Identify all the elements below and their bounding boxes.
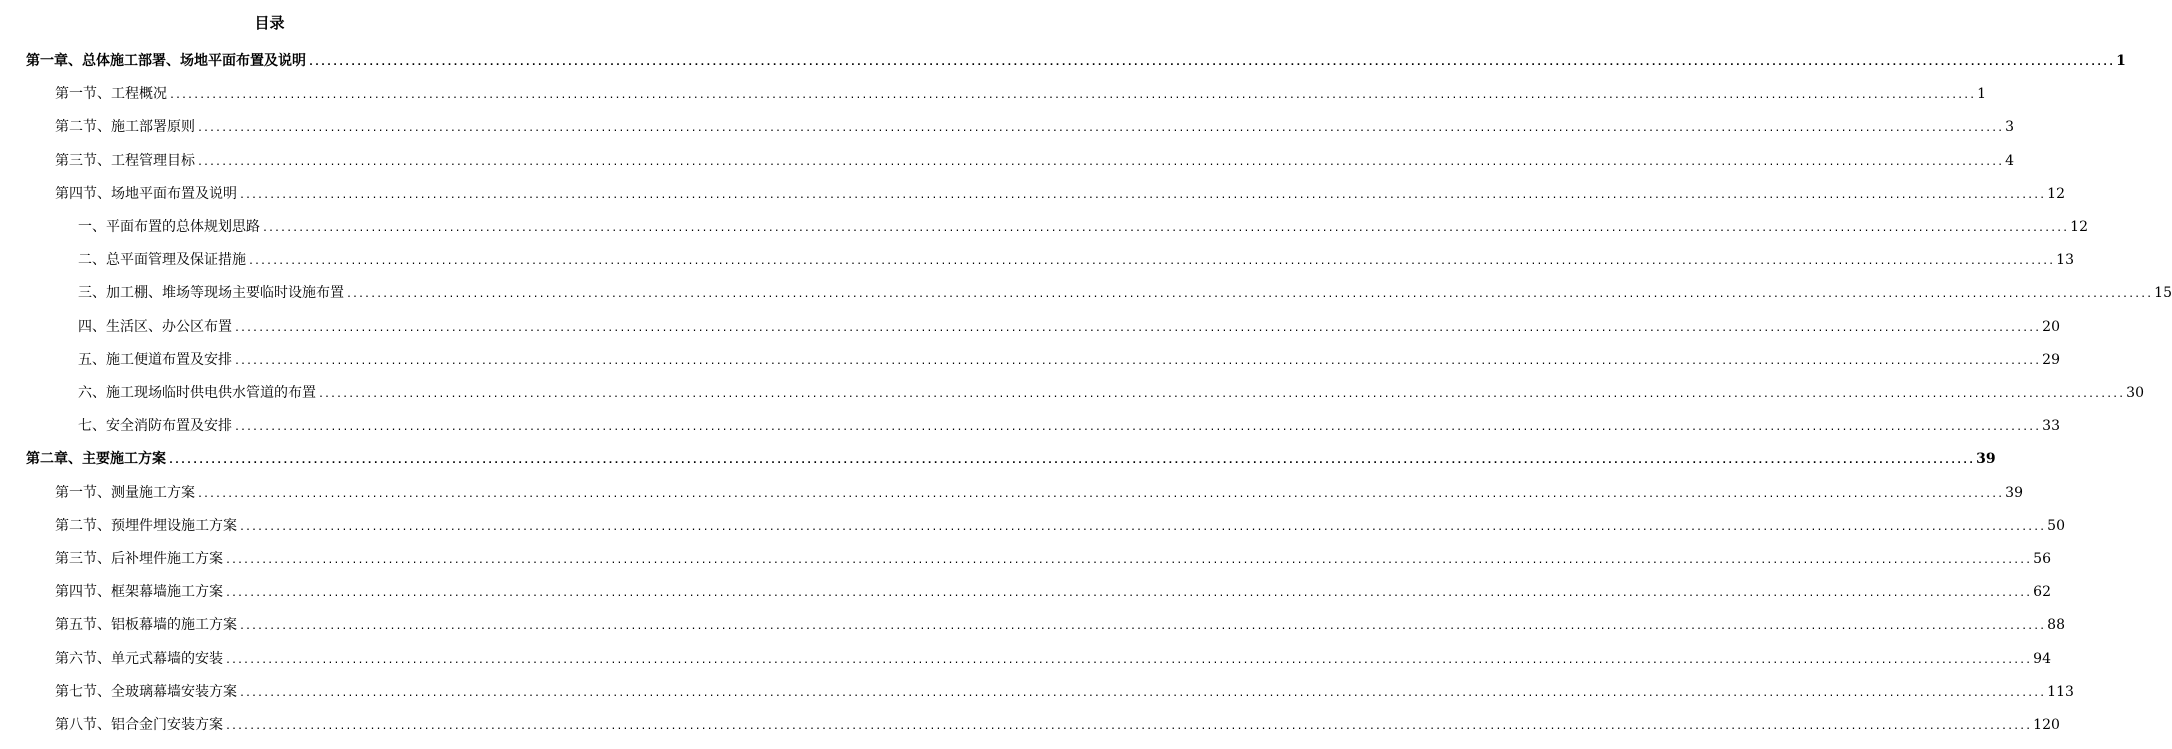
toc-entry[interactable] [78,316,2060,338]
toc-entry-page: 1 [1977,86,1987,103]
dot-leader: ............................................................................................................................................................................................................................................................................................................ [225,588,2032,600]
toc-entry-label: 第四节、框架幕墙施工方案 [55,584,223,601]
toc-entry-label: 第三节、后补埋件施工方案 [55,551,223,567]
dot-leader: ............................................................................................................................................................................................................................................................................................................ [168,455,1975,467]
toc-entry-page: 120 [2033,717,2060,733]
dot-leader: ............................................................................................................................................................................................................................................................................................................ [169,90,1976,102]
toc-entry-page: 13 [2056,252,2074,269]
toc-entry-label: 第一节、工程概况 [55,86,167,103]
toc-entry[interactable] [55,150,2015,172]
toc-entry[interactable] [55,714,2060,736]
toc-entry[interactable] [55,116,2015,138]
dot-leader: ............................................................................................................................................................................................................................................................................................................ [262,223,2069,234]
toc-entry-label: 第六节、单元式幕墙的安装 [55,650,223,667]
toc-entry-page: 39 [2005,484,2023,501]
dot-leader: ............................................................................................................................................................................................................................................................................................................ [346,289,2153,301]
toc-entry-label: 第八节、铝合金门安装方案 [55,717,223,733]
toc-entry-page: 12 [2070,219,2088,235]
toc-entry-label: 第二章、主要施工方案 [26,451,166,468]
toc-entry[interactable] [55,581,2051,603]
toc-entry-label: 六、施工现场临时供电供水管道的布置 [78,385,316,401]
toc-entry-page: 62 [2033,584,2051,601]
toc-entry-label: 三、加工棚、堆场等现场主要临时设施布置 [78,285,344,302]
toc-entry[interactable] [55,482,2023,504]
dot-leader: ............................................................................................................................................................................................................................................................................................................ [308,57,2115,68]
dot-leader: ............................................................................................................................................................................................................................................................................................................ [234,355,2041,367]
toc-entry-label: 第四节、场地平面布置及说明 [55,185,237,202]
toc-entry[interactable] [78,415,2060,437]
toc-entry-label: 四、生活区、办公区布置 [78,318,232,335]
toc-entry-page: 39 [1976,451,1996,468]
toc-entry[interactable] [26,448,1996,470]
toc-entry[interactable] [55,183,2065,205]
toc-entry[interactable] [55,614,2065,636]
toc-entry-label: 第五节、铝板幕墙的施工方案 [55,617,237,634]
toc-entry-page: 88 [2047,617,2065,634]
dot-leader: ............................................................................................................................................................................................................................................................................................................ [225,654,2032,666]
toc-entry-page: 4 [2005,152,2015,169]
toc-entry-label: 第七节、全玻璃幕墙安装方案 [55,683,237,700]
toc-entry-label: 七、安全消防布置及安排 [78,418,232,435]
toc-entry-page: 50 [2047,517,2065,534]
toc-entry-page: 56 [2033,551,2051,567]
toc-entry-page: 20 [2042,318,2060,335]
dot-leader: ............................................................................................................................................................................................................................................................................................................ [234,322,2041,334]
page-title: 目录 [254,14,285,32]
toc-entry[interactable] [78,216,2088,238]
toc-entry-page: 94 [2033,650,2051,667]
dot-leader: ............................................................................................................................................................................................................................................................................................................ [318,389,2125,400]
toc-entry[interactable] [55,648,2051,670]
toc-entry-page: 15 [2154,285,2172,302]
toc-entry-page: 12 [2047,185,2065,202]
toc-entry[interactable] [55,681,2074,703]
toc-entry-label: 第二节、预埋件埋设施工方案 [55,517,237,534]
dot-leader: ............................................................................................................................................................................................................................................................................................................ [197,156,2004,168]
toc-entry-page: 3 [2005,119,2015,136]
toc-entry-page: 29 [2042,351,2060,368]
dot-leader: ............................................................................................................................................................................................................................................................................................................ [225,721,2032,732]
dot-leader: ............................................................................................................................................................................................................................................................................................................ [239,521,2046,533]
toc-entry-label: 第三节、工程管理目标 [55,152,195,169]
toc-entry-page: 1 [2116,53,2126,69]
dot-leader: ............................................................................................................................................................................................................................................................................................................ [197,123,2004,135]
dot-leader: ............................................................................................................................................................................................................................................................................................................ [239,189,2046,201]
dot-leader: ............................................................................................................................................................................................................................................................................................................ [197,488,2004,500]
dot-leader: ............................................................................................................................................................................................................................................................................................................ [239,687,2046,699]
toc-entry-label: 五、施工便道布置及安排 [78,351,232,368]
dot-leader: ............................................................................................................................................................................................................................................................................................................ [225,555,2032,566]
toc-entry-page: 113 [2047,683,2074,700]
toc-entry[interactable] [78,349,2060,371]
toc-entry[interactable] [78,382,2144,404]
toc-entry-label: 第一节、测量施工方案 [55,484,195,501]
toc-entry[interactable] [55,548,2051,570]
toc-entry[interactable] [55,515,2065,537]
toc-entry-page: 30 [2126,385,2144,401]
toc-entry[interactable] [26,50,2126,72]
toc-entry-label: 二、总平面管理及保证措施 [78,252,246,269]
dot-leader: ............................................................................................................................................................................................................................................................................................................ [248,256,2055,268]
toc-entry[interactable] [78,249,2074,271]
toc-entry[interactable] [78,282,2172,304]
dot-leader: ............................................................................................................................................................................................................................................................................................................ [234,422,2041,434]
toc-entry-label: 一、平面布置的总体规划思路 [78,219,260,235]
dot-leader: ............................................................................................................................................................................................................................................................................................................ [239,621,2046,633]
toc-entry[interactable] [55,83,1987,105]
toc-entry-label: 第二节、施工部署原则 [55,119,195,136]
toc-entry-page: 33 [2042,418,2060,435]
toc-entry-label: 第一章、总体施工部署、场地平面布置及说明 [26,53,306,69]
